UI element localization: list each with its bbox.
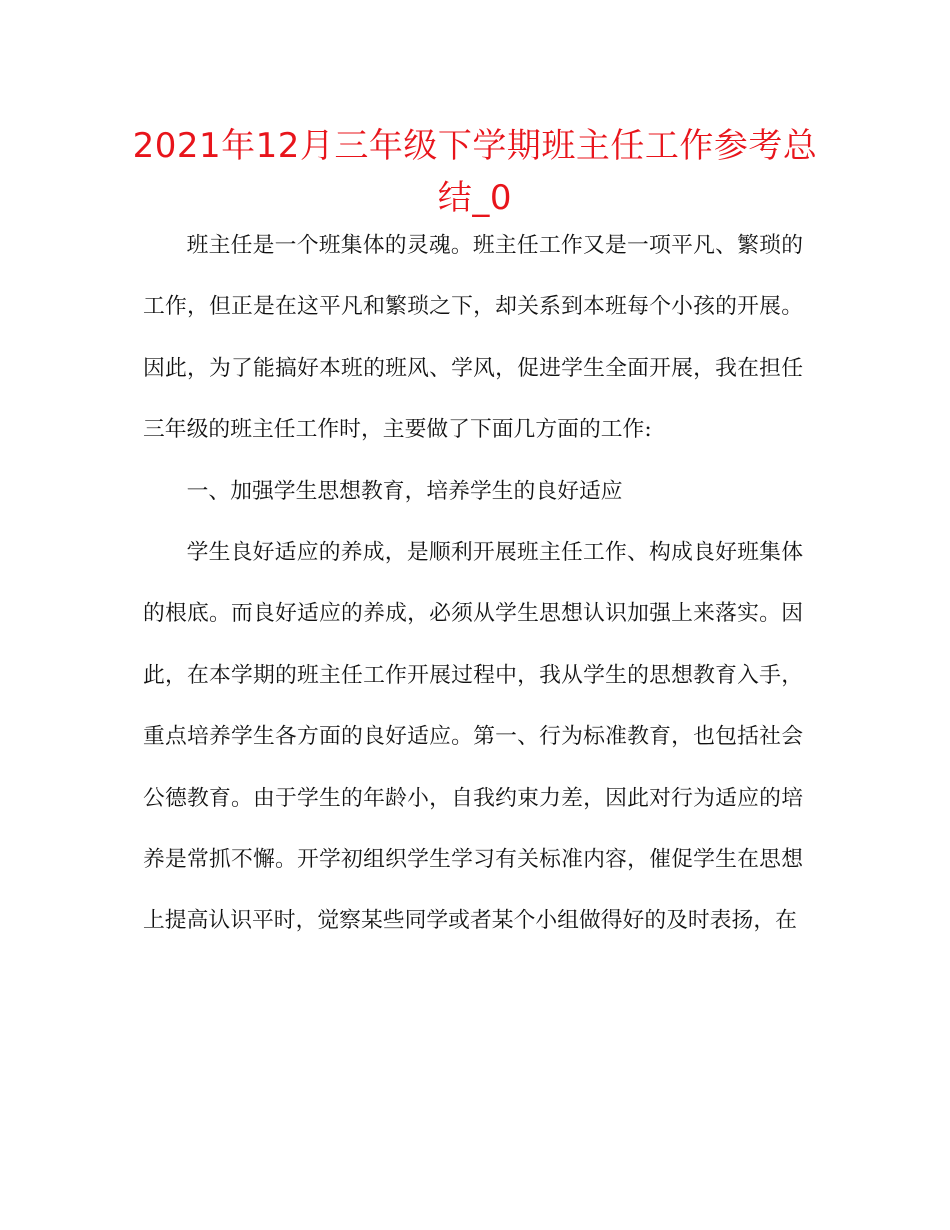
paragraph-section-1: 学生良好适应的养成，是顺利开展班主任工作、构成良好班集体的根底。而良好适应的养成，必须从学生思想认识加强上来落实。因此，在本学期的班主任工作开展过程中，我从学生的思想教育入手，重点培养学生各方面的良好适应。第一、行为标准教育，也包括社会公德教育。由于学生的年龄小，自我约束力差，因此对行为适应的培养是常抓不懈。开学初组织学生学习有关标准内容，催促学生在思想上提高认识平时，觉察某些同学或者某个小组做得好的及时表扬，在 bbox=[143, 540, 803, 934]
document-title: 2021年12月三年级下学期班主任工作参考总结_0 bbox=[132, 126, 818, 218]
section-heading-1: 一、加强学生思想教育，培养学生的良好适应 bbox=[186, 478, 623, 504]
paragraph-intro: 班主任是一个班集体的灵魂。班主任工作又是一项平凡、繁琐的工作，但正是在这平凡和繁琐之下，却关系到本班每个小孩的开展。因此，为了能搞好本班的班风、学风，促进学生全面开展，我在担任三年级的班主任工作时，主要做了下面几方面的工作: bbox=[143, 233, 803, 443]
document-body bbox=[143, 215, 803, 952]
